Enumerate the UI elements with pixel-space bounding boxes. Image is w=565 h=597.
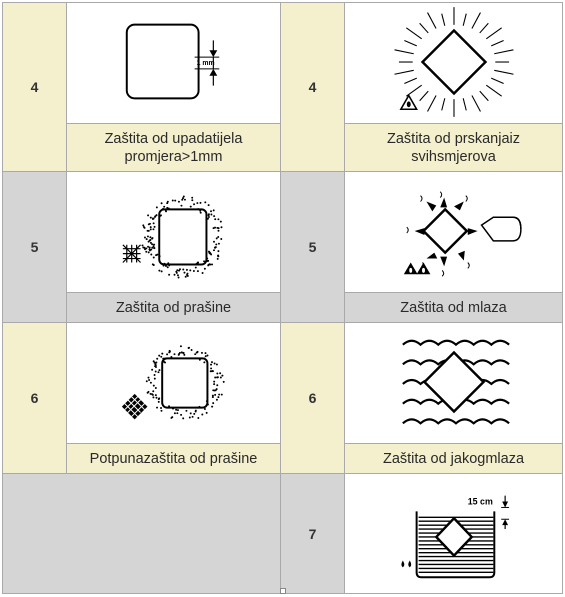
caption-text: Zaštita od prskanjaiz svihsmjerova <box>387 130 520 165</box>
caption-cell <box>66 292 281 323</box>
ip-digit: 6 <box>30 390 39 406</box>
ip-digit-cell <box>280 473 345 594</box>
powerful-water-jets-icon <box>344 322 563 444</box>
dust-tight-icon <box>66 322 281 444</box>
ip-digit: 6 <box>308 390 317 406</box>
splashing-water-icon <box>344 2 563 124</box>
ip-digit: 4 <box>30 79 39 95</box>
caption-text: Potpunazaštita od prašine <box>89 450 258 467</box>
measure-label: 15 cm <box>467 496 493 507</box>
ip-digit-cell <box>2 171 67 323</box>
ip-rating-table <box>2 2 563 594</box>
caption-cell <box>344 443 563 474</box>
dust-protected-icon <box>66 171 281 293</box>
ip-digit-cell <box>2 322 67 474</box>
ip-digit-cell <box>2 2 67 172</box>
ip-digit-cell <box>280 2 345 172</box>
ip-digit-cell <box>280 171 345 323</box>
empty-cell <box>2 473 281 594</box>
ip-digit-cell <box>280 322 345 474</box>
ip-digit: 5 <box>30 239 39 255</box>
caption-text: Zaštita od prašine <box>115 299 232 316</box>
ip-digit: 4 <box>308 79 317 95</box>
ip-digit: 7 <box>308 525 317 542</box>
measure-label: 1 mm <box>196 59 215 67</box>
caption-text: Zaštita od mlaza <box>400 299 507 316</box>
caption-cell <box>344 123 563 172</box>
caption-cell <box>66 123 281 172</box>
caption-text: Zaštita od upadatijela promjera>1mm <box>104 130 243 165</box>
caption-cell <box>344 292 563 323</box>
caption-cell <box>66 443 281 474</box>
resize-handle[interactable] <box>280 588 286 594</box>
caption-text: Zaštita od jakogmlaza <box>382 450 525 467</box>
ip-digit: 5 <box>308 239 317 255</box>
water-jets-icon <box>344 171 563 293</box>
temporary-immersion-icon <box>344 473 563 594</box>
solid-object-1mm-icon <box>66 2 281 124</box>
